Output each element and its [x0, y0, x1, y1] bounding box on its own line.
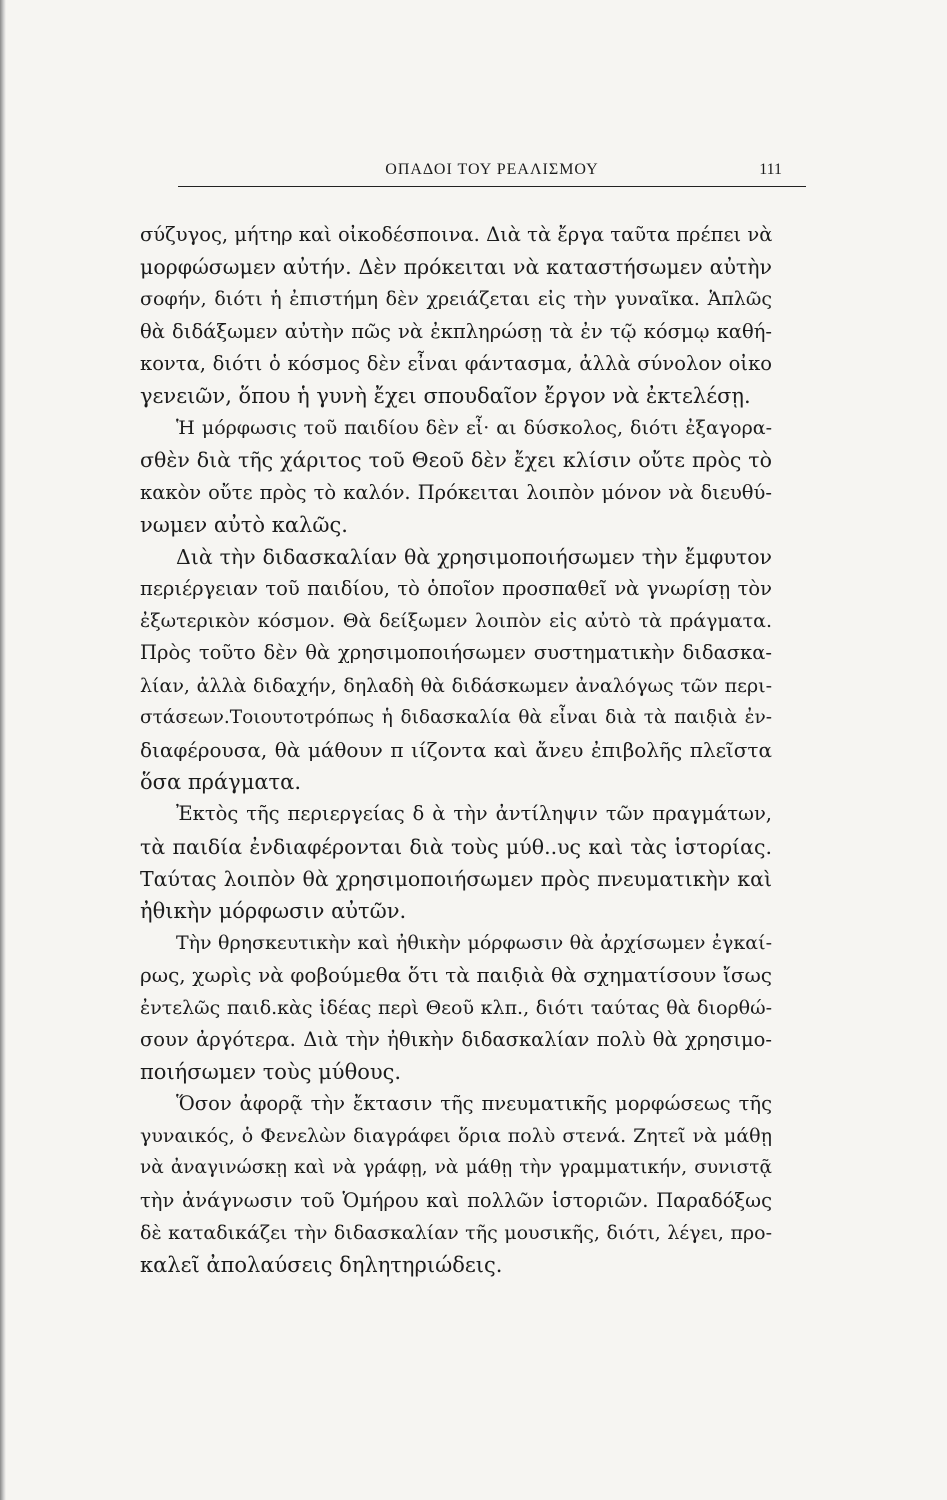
text-line: Ταύτας λοιπὸν θὰ χρησιμοποιήσωμεν πρὸς πνευματικὴν καὶ [140, 866, 772, 891]
text-line: τὴν ἀνάγνωσιν τοῦ Ὁμήρου καὶ πολλῶν ἱστοριῶν. Παραδόξως [140, 1188, 772, 1212]
text-line: δὲ καταδικάζει τὴν διδασκαλίαν τῆς μουσικῆς, διότι, λέγει, προ- [140, 1221, 772, 1244]
text-line: θὰ διδάξωμεν αὐτὴν πῶς νὰ ἐκπληρώσῃ τὰ ἐν τῷ κόσμῳ καθή- [140, 319, 772, 343]
running-header [178, 160, 806, 187]
text-line: σθὲν διὰ τῆς χάριτος τοῦ Θεοῦ δὲν ἔχει κλίσιν οὔτε πρὸς τὸ [140, 448, 772, 473]
text-line: στάσεων.Τοιουτοτρόπως ἡ διδασκαλία θὰ εἶναι διὰ τὰ παιδ̣ιὰ ἐν- [140, 706, 772, 728]
text-line: περιέργειαν τοῦ παιδίου, τὸ ὁποῖον προσπαθεῖ νὰ γνωρίσῃ τὸν [140, 577, 772, 601]
text-line: Διὰ τὴν διδασκαλίαν θὰ χρησιμοποιήσωμεν τὴν ἔμφυτον [176, 544, 772, 569]
page-number: 111 [759, 161, 782, 178]
text-line: ἠθικὴν μόρφωσιν αὐτῶν. [140, 898, 407, 923]
text-line: ρως, χωρὶς νὰ φοβούμεθα ὅτι τὰ παιδ̣ιὰ θὰ σχηματίσουν ἴσως [140, 963, 772, 988]
text-line: καλεῖ ἀπολαύσεις δηλητηριώδεις. [140, 1253, 503, 1277]
text-line: μορφώσωμεν αὐτήν. Δὲν πρόκειται νὰ καταστήσωμεν αὐτὴν [140, 255, 772, 280]
text-line: νὰ ἀναγινώσκῃ καὶ νὰ γράφῃ, νὰ μάθῃ τὴν γραμματικήν, συνιστᾷ [140, 1157, 772, 1179]
text-line: Πρὸς τοῦτο δὲν θὰ χρησιμοποιήσωμεν συστηματικὴν διδασκα- [140, 641, 772, 665]
text-line: σουν ἀργότερα. Διὰ τὴν ἠθικὴν διδασκαλίαν πολὺ θὰ χρησιμο- [140, 1027, 772, 1051]
text-line: τὰ παιδία ἐνδιαφέρονται διὰ τοὺς μύθ..υς καὶ τὰς ἱστορίας. [140, 834, 772, 859]
text-line: ὅσα πράγματα. [140, 770, 302, 795]
book-page [140, 160, 806, 1277]
running-title: ΟΠΑΔΟΙ ΤΟΥ ΡΕΑΛΙΣΜΟΥ [385, 161, 599, 178]
binding-edge [0, 0, 6, 1500]
text-line: Ἐκτὸς τῆς περιεργείας δ ὰ τὴν ἀντίληψιν τῶν πραγμάτων, [176, 802, 772, 826]
text-line: κοντα, διότι ὁ κόσμος δὲν εἶναι φάντασμα, ἀλλὰ σύνολον οἰκο [140, 351, 772, 375]
text-line: γυναικός, ὁ Φενελὼν διαγράφει ὅρια πολὺ στενά. Ζητεῖ νὰ μάθῃ [140, 1125, 772, 1148]
text-line: γενειῶν, ὅπου ἡ γυνὴ ἔχει σπουδαῖον ἔργον νὰ ἐκτελέσῃ. [140, 383, 751, 408]
text-line: σοφήν, διότι ἡ ἐπιστήμη δὲν χρειάζεται εἰς τὴν γυναῖκα. Ἁπλῶς [140, 288, 772, 311]
text-line: ἐντελῶς παιδ.κὰς ἰδέας περὶ Θεοῦ κλπ., διότι ταύτας θὰ διορθώ- [140, 996, 772, 1019]
text-line: ἐξωτερικὸν κόσμον. Θὰ δείξωμεν λοιπὸν εἰς αὐτὸ τὰ πράγματα. [140, 610, 772, 633]
text-line: διαφέρουσα, θὰ μάθουν π ιίζοντα καὶ ἄνευ ἐπιβολῆς πλεῖστα [140, 738, 772, 762]
text-line: σύζυγος, μήτηρ καὶ οἰκοδέσποινα. Διὰ τὰ ἔργα ταῦτα πρέπει νὰ [140, 223, 773, 246]
text-line: νωμεν αὐτὸ καλῶς. [140, 512, 348, 537]
text-line: Ὅσον ἀφορᾷ τὴν ἔκτασιν τῆς πνευματικῆς μορφώσεως τῆς [176, 1092, 772, 1116]
text-line: ποιήσωμεν τοὺς μύθους. [140, 1059, 402, 1084]
text-line: λίαν, ἀλλὰ διδαχήν, δηλαδὴ θὰ διδάσκωμεν ἀναλόγως τῶν περι- [140, 674, 772, 697]
body-text [140, 219, 772, 1281]
text-line: Τὴν θρησκευτικὴν καὶ ἠθικὴν μόρφωσιν θὰ ἀρχίσωμεν ἐγκαί- [176, 932, 772, 955]
text-line: κακὸν οὔτε πρὸς τὸ καλόν. Πρόκειται λοιπὸν μόνον νὰ διευθύ- [140, 480, 772, 504]
text-line: Ἡ μόρφωσις τοῦ παιδίου δὲν εἶ· αι δύσκολος, διότι ἐξαγορα- [176, 417, 772, 440]
